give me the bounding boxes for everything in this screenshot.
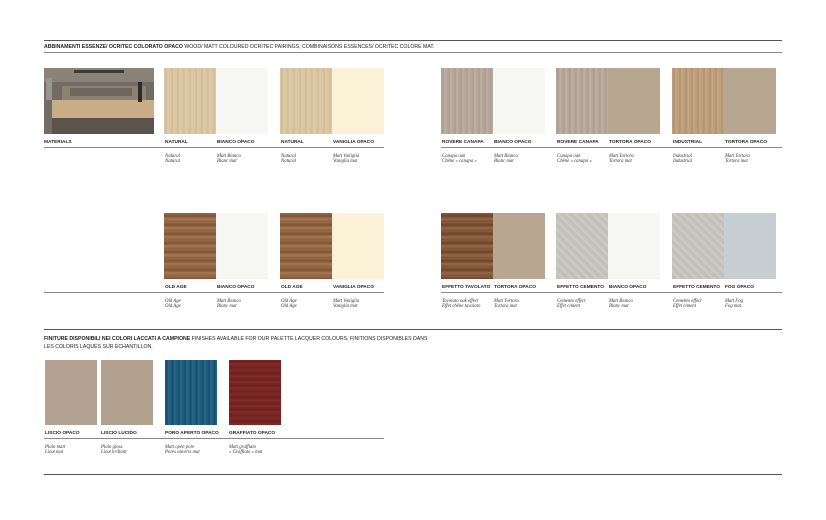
label-effetto-cemento-2: EFFETTO CEMENTO xyxy=(673,285,720,290)
sub-bianco-opaco-4: Matt Bianco Blanc mat xyxy=(609,299,633,310)
sub-fog-opaco: Matt Fog Fog mat xyxy=(725,299,743,310)
section1-heading-rest: WOOD/ MATT COLOURED OCRITEC PAIRINGS, COMBINAISONS ESSENCES/ OCRITEC COLORE MAT. xyxy=(182,44,435,50)
label-liscio-opaco: LISCIO OPACO xyxy=(45,431,80,436)
sub-tortora-opaco-2: Matt Tortora Tortora mat xyxy=(725,154,750,165)
swatch-bianco-opaco-1 xyxy=(216,68,268,134)
swatch-effetto-cemento-1 xyxy=(556,213,608,279)
row2-label-rule-a xyxy=(44,292,384,293)
label-rovere-canapa-2: ROVERE CANAPA xyxy=(557,140,599,145)
swatch-rovere-canapa-2 xyxy=(556,68,608,134)
label-old-age-1: OLD AGE xyxy=(165,285,187,290)
sub-liscio-lucido: Plain gloss Lisse brillant xyxy=(101,445,127,456)
swatch-fog-opaco xyxy=(724,213,776,279)
label-natural-2: NATURAL xyxy=(281,140,304,145)
section1-heading-rule xyxy=(44,52,782,53)
swatch-effetto-cemento-2 xyxy=(672,213,724,279)
label-effetto-cemento-1: EFFETTO CEMENTO xyxy=(557,285,604,290)
sub-bianco-opaco-3: Matt Bianco Blanc mat xyxy=(217,299,241,310)
sub-rovere-canapa-1: Canapa oak Chêne « canapa » xyxy=(442,154,477,165)
row2-label-rule-b xyxy=(441,292,782,293)
sub-natural-2: Natural Natural xyxy=(281,154,296,165)
section2-label-rule xyxy=(44,438,384,439)
swatch-bianco-opaco-4 xyxy=(608,213,660,279)
label-effetto-tavolato: EFFETTO TAVOLATO xyxy=(442,285,491,290)
label-bianco-opaco-2: BIANCO OPACO xyxy=(494,140,532,145)
swatch-old-age-2 xyxy=(280,213,332,279)
row1-label-rule-a xyxy=(44,147,384,148)
sub-effetto-cemento-1: Cemento effect Effet ciment xyxy=(557,299,586,310)
sub-industrial: Industrial Industrial xyxy=(673,154,692,165)
swatch-tortora-opaco-1 xyxy=(608,68,660,134)
sub-old-age-1: Old Age Old Age xyxy=(165,299,181,310)
sub-vaniglia-opaco-2: Matt Vaniglia Vaniglia mat xyxy=(333,299,360,310)
label-rovere-canapa-1: ROVERE CANAPA xyxy=(442,140,484,145)
bottom-rule xyxy=(44,474,782,475)
label-bianco-opaco-3: BIANCO OPACO xyxy=(217,285,255,290)
sub-effetto-tavolato: Tavolato oak effect Effet chêne tavolato xyxy=(442,299,481,310)
label-bianco-opaco-1: BIANCO OPACO xyxy=(217,140,255,145)
label-industrial: INDUSTRIAL xyxy=(673,140,703,145)
section2-heading-line2: LES COLORIS LAQUÉS SUR ÉCHANTILLON. xyxy=(44,344,153,350)
label-poro-aperto-opaco: PORO APERTO OPACO xyxy=(165,431,219,436)
label-fog-opaco: FOG OPACO xyxy=(725,285,754,290)
label-tortora-opaco-2: TORTORA OPACO xyxy=(725,140,767,145)
swatch-effetto-tavolato xyxy=(441,213,493,279)
sub-poro-aperto-opaco: Matt open pore Pores ouverts mat xyxy=(165,445,200,456)
materials-photo xyxy=(44,68,154,134)
swatch-graffiato-opaco xyxy=(229,360,281,425)
label-vaniglia-opaco-2: VANIGLIA OPACO xyxy=(333,285,374,290)
bathroom-photo-image xyxy=(44,68,154,134)
section2-heading-bold: FINITURE DISPONIBILI NEI COLORI LACCATI A CAMPIONE xyxy=(44,336,191,342)
sub-rovere-canapa-2: Canapa oak Chêne « canapa » xyxy=(557,154,592,165)
swatch-vaniglia-opaco-1 xyxy=(332,68,384,134)
swatch-natural-2 xyxy=(280,68,332,134)
sub-bianco-opaco-1: Matt Bianco Blanc mat xyxy=(217,154,241,165)
label-vaniglia-opaco-1: VANIGLIA OPACO xyxy=(333,140,374,145)
sub-old-age-2: Old Age Old Age xyxy=(281,299,297,310)
sub-effetto-cemento-2: Cemento effect Effet ciment xyxy=(673,299,702,310)
swatch-liscio-lucido xyxy=(101,360,153,425)
section2-heading-rest: FINISHES AVAILABLE FOR OUR PALETTE LACQUER COLOURS, FINITIONS DISPONIBLES DANS xyxy=(190,336,428,342)
section1-heading-bold: ABBINAMENTI ESSENZE/ OCRITEC COLORATO OPACO xyxy=(44,44,183,50)
label-natural-1: NATURAL xyxy=(165,140,188,145)
swatch-tortora-opaco-3 xyxy=(493,213,545,279)
swatch-vaniglia-opaco-2 xyxy=(332,213,384,279)
sub-bianco-opaco-2: Matt Bianco Blanc mat xyxy=(494,154,518,165)
section2-heading xyxy=(44,336,427,342)
swatch-bianco-opaco-3 xyxy=(216,213,268,279)
materials-label: MATERIALS xyxy=(44,140,72,145)
swatch-tortora-opaco-2 xyxy=(724,68,776,134)
sub-liscio-opaco: Plain matt Lisse mat xyxy=(45,445,66,456)
label-liscio-lucido: LISCIO LUCIDO xyxy=(101,431,137,436)
section1-heading xyxy=(44,44,434,50)
swatch-old-age-1 xyxy=(164,213,216,279)
sub-tortora-opaco-3: Matt Tortora Tortora mat xyxy=(494,299,519,310)
sub-natural-1: Natural Natural xyxy=(165,154,180,165)
row1-label-rule-b xyxy=(441,147,782,148)
swatch-industrial xyxy=(672,68,724,134)
top-rule xyxy=(44,40,782,41)
sub-vaniglia-opaco-1: Matt Vaniglia Vaniglia mat xyxy=(333,154,360,165)
label-tortora-opaco-3: TORTORA OPACO xyxy=(494,285,536,290)
swatch-liscio-opaco xyxy=(45,360,97,425)
label-tortora-opaco-1: TORTORA OPACO xyxy=(609,140,651,145)
sub-tortora-opaco-1: Matt Tortora Tortora mat xyxy=(609,154,634,165)
swatch-natural-1 xyxy=(164,68,216,134)
swatch-rovere-canapa-1 xyxy=(441,68,493,134)
label-graffiato-opaco: GRAFFIATO OPACO xyxy=(229,431,276,436)
swatch-bianco-opaco-2 xyxy=(493,68,545,134)
label-old-age-2: OLD AGE xyxy=(281,285,303,290)
sub-graffiato-opaco: Matt graffiato « Graffiato » mat xyxy=(229,445,263,456)
section2-top-rule xyxy=(44,329,782,330)
label-bianco-opaco-4: BIANCO OPACO xyxy=(609,285,647,290)
swatch-poro-aperto-opaco xyxy=(165,360,217,425)
